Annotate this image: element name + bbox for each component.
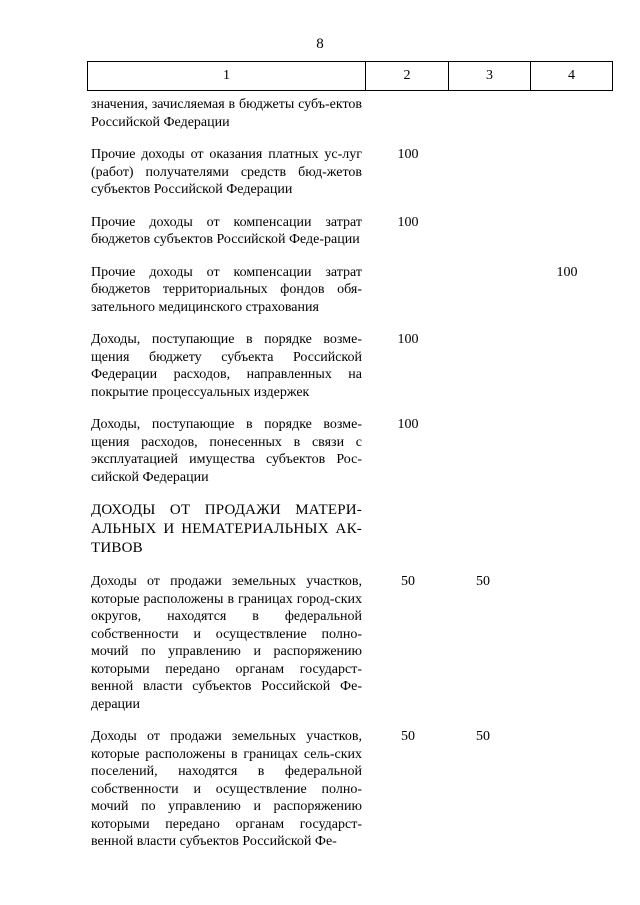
table-row	[0, 573, 640, 713]
revenue-rows	[0, 96, 640, 866]
section-heading-row	[0, 501, 640, 558]
row-value-col2: 100	[397, 214, 419, 230]
row-value-col2: 100	[397, 417, 419, 432]
table-row	[0, 416, 640, 486]
table-row	[0, 214, 640, 249]
row-description: Доходы, поступающие в порядке возме-щения бюджету субъекта Российской Федерации расходов, направленных на покрытие процессуальных издержек	[91, 332, 362, 400]
page-number: 8	[316, 36, 324, 52]
column-header-4: 4	[531, 62, 613, 91]
section-heading: ДОХОДЫ ОТ ПРОДАЖИ МАТЕРИ-АЛЬНЫХ И НЕМАТЕРИАЛЬНЫХ АК-ТИВОВ	[91, 502, 362, 556]
row-description: Доходы от продажи земельных участков, которые расположены в границах сель-ских поселений, находятся в федеральной собственности и осуществление полно-мочий по управлению и распоряжению которыми передано органам государст-венной власти субъектов Российской Фе-	[91, 729, 362, 849]
table-row	[0, 728, 640, 851]
column-header-3: 3	[449, 62, 531, 91]
table-row	[0, 96, 640, 131]
row-value-col2: 100	[397, 147, 419, 162]
column-header-table	[87, 61, 613, 91]
row-value-col4: 100	[556, 264, 578, 280]
row-description: Прочие доходы от оказания платных ус-луг (работ) получателями средств бюд-жетов субъектов Российской Федерации	[91, 147, 362, 197]
row-value-col2: 50	[401, 574, 415, 589]
row-value-col3: 50	[476, 574, 490, 589]
table-row	[0, 331, 640, 401]
row-description: Доходы, поступающие в порядке возме-щения расходов, понесенных в связи с эксплуатацией имущества субъектов Рос-сийской Федерации	[91, 417, 362, 485]
row-description: Доходы от продажи земельных участков, которые расположены в границах город-ских округов, находятся в федеральной собственности и осуществление полно-мочий по управлению и распоряжению которыми передано органам государст-венной власти субъектов Российской Фе-дерации	[91, 574, 362, 712]
column-header-1: 1	[88, 62, 366, 91]
row-value-col2: 50	[401, 729, 415, 744]
row-value-col2: 100	[397, 332, 419, 347]
table-row	[0, 264, 640, 317]
row-description: значения, зачисляемая в бюджеты субъ-ектов Российской Федерации	[91, 97, 362, 130]
row-description: Прочие доходы от компенсации затрат бюджетов субъектов Российской Феде-рации	[91, 214, 362, 247]
table-row	[0, 146, 640, 199]
row-description: Прочие доходы от компенсации затрат бюджетов территориальных фондов обя-зательного медицинского страхования	[91, 264, 362, 315]
row-value-col3: 50	[476, 729, 490, 744]
column-header-2: 2	[366, 62, 449, 91]
